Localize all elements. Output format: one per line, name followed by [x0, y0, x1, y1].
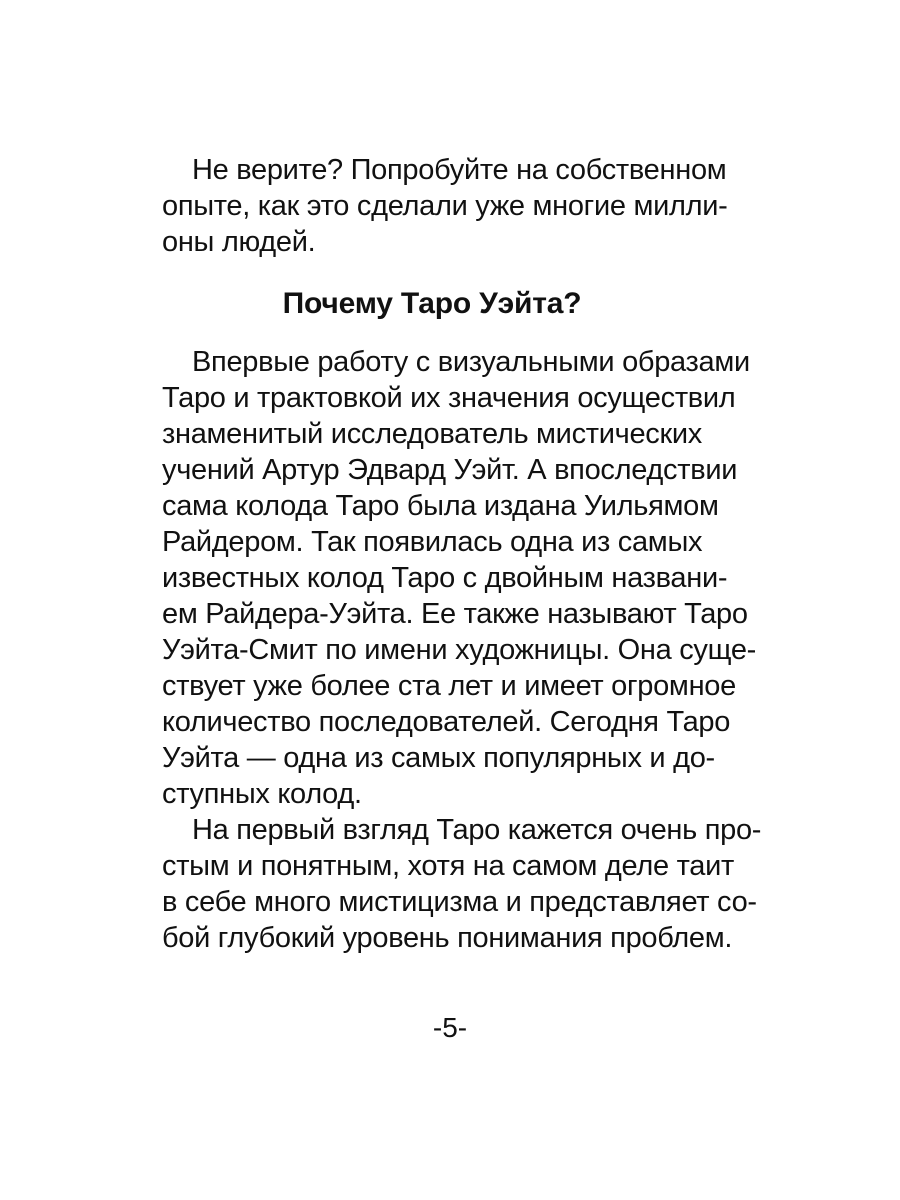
paragraph-2-line: ем Райдера-Уэйта. Ее также называют Таро: [162, 598, 748, 630]
paragraph-3: [162, 812, 762, 956]
paragraph-2-line: количество последователей. Сегодня Таро: [162, 706, 731, 738]
paragraph-3-line: бой глубокий уровень понимания проблем.: [162, 922, 733, 954]
paragraph-2: [162, 344, 757, 812]
page-text-body: [162, 152, 762, 956]
paragraph-2-line: Райдером. Так появилась одна из самых: [162, 526, 703, 558]
paragraph-1-line: оны людей.: [162, 226, 316, 258]
paragraph-2-line: Впервые работу с визуальными образами: [192, 346, 750, 378]
paragraph-2-line: знаменитый исследователь мистических: [162, 418, 702, 450]
paragraph-2-line: Таро и трактовкой их значения осуществил: [162, 382, 736, 414]
paragraph-2-line: сама колода Таро была издана Уильямом: [162, 490, 719, 522]
paragraph-1-line: опыте, как это сделали уже многие милли-: [162, 190, 728, 222]
paragraph-2-line: Уэйта-Смит по имени художницы. Она суще-: [162, 634, 757, 666]
paragraph-2-line: ствует уже более ста лет и имеет огромное: [162, 670, 736, 702]
paragraph-2-line: ступных колод.: [162, 778, 362, 810]
section-heading: Почему Таро Уэйта?: [282, 287, 582, 320]
paragraph-1-line: Не верите? Попробуйте на собственном: [192, 154, 727, 186]
page-number: -5-: [432, 1012, 468, 1043]
paragraph-1: [162, 152, 728, 260]
paragraph-2-line: Уэйта — одна из самых популярных и до-: [162, 742, 715, 774]
paragraph-3-line: На первый взгляд Таро кажется очень про-: [192, 814, 762, 846]
paragraph-2-line: известных колод Таро с двойным названи-: [162, 562, 728, 594]
paragraph-3-line: стым и понятным, хотя на самом деле таит: [162, 850, 734, 882]
paragraph-3-line: в себе много мистицизма и представляет со-: [162, 886, 757, 918]
paragraph-2-line: учений Артур Эдвард Уэйт. А впоследствии: [162, 454, 738, 486]
